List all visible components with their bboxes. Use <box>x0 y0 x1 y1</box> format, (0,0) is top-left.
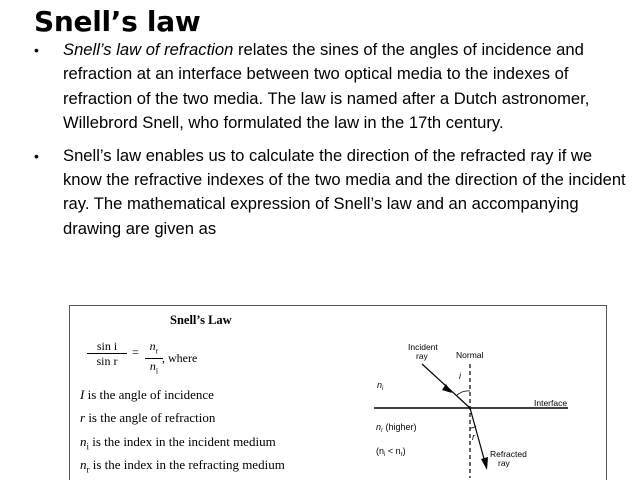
rhs-numerator: $n_r$ <box>145 339 163 359</box>
lhs-denominator: sin r <box>96 354 118 368</box>
bullet-term: Snell’s law of refraction <box>63 40 234 59</box>
rhs-fraction <box>145 339 163 379</box>
bullet-item-2 <box>34 144 634 242</box>
bullet-dot-icon: • <box>34 147 39 164</box>
index-inequality: $(n_i < n_r)$ <box>376 446 406 458</box>
rhs-denominator: $n_i$ <box>149 359 159 376</box>
n-r-label: $n_r$ (higher) <box>376 422 417 434</box>
equation-where: , where <box>162 351 198 365</box>
incident-arrow-icon <box>442 384 452 393</box>
angle-i-label: i <box>459 371 461 381</box>
equals-sign: = <box>132 345 139 359</box>
bullet-text-1 <box>63 38 634 136</box>
bullet-body: Snell’s law enables us to calculate the direction of the refracted ray if we know the refractive indexes of the two media and the direction of the incident ray. The mathematical expression of Snell’s law and an accompanying drawing are given as <box>63 145 626 238</box>
refracted-label-2: ray <box>498 458 510 468</box>
angle-r-label: r <box>472 432 475 442</box>
slide-title: Snell’s law <box>34 5 201 38</box>
lhs-numerator: sin i <box>87 339 127 354</box>
snells-law-figure <box>69 305 607 480</box>
refraction-diagram <box>366 306 606 480</box>
bullet-body: relates the sines of the angles of incidence and refraction at an interface between two optical media to the indexes of refraction of the two media. The law is named after a Dutch astronomer, Willebrord Snell, who formulated the law in the 17th century. <box>63 40 590 133</box>
figure-title: Snell’s Law <box>170 313 232 327</box>
definition-line: r is the angle of refraction <box>80 410 216 425</box>
definition-line: $n_r$ is the index in the refracting medium <box>80 457 285 475</box>
interface-label: Interface <box>534 398 568 408</box>
bullet-item-1 <box>34 38 634 136</box>
lhs-fraction <box>87 339 127 368</box>
refracted-arrow-icon <box>481 457 488 470</box>
bullet-dot-icon: • <box>34 42 39 58</box>
angle-i-arc <box>456 391 470 396</box>
definition-line: $n_i$ is the index in the incident medium <box>80 434 276 452</box>
normal-label: Normal <box>456 350 484 360</box>
incident-label-1: Incident <box>408 342 438 352</box>
bullet-list <box>34 38 634 249</box>
bullet-text-2 <box>63 144 634 242</box>
definition-line: I is the angle of incidence <box>80 387 214 402</box>
n-i-label: $n_i$ <box>377 380 384 392</box>
refracted-label-1: Refracted <box>490 449 527 459</box>
incident-label-2: ray <box>416 351 428 361</box>
